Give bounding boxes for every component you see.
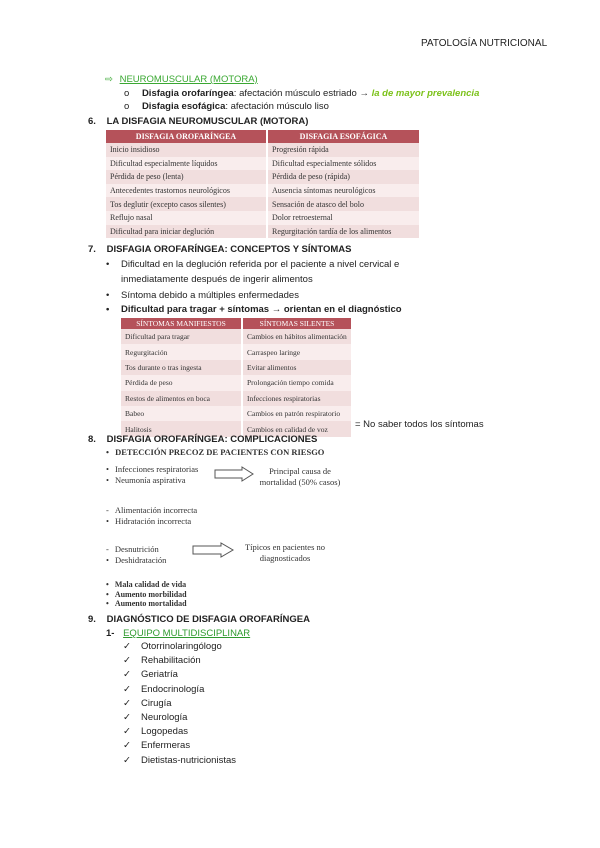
- complication-group-3: [106, 544, 166, 566]
- table-cell: Tos durante o tras ingesta: [121, 360, 242, 375]
- list-item: [123, 726, 236, 740]
- table-cell: Antecedentes trastornos neurológicos: [106, 184, 267, 198]
- section-6-heading: [88, 116, 308, 128]
- check-icon: ✓: [123, 641, 131, 652]
- table-cell: Progresión rápida: [267, 143, 420, 157]
- list-item: [123, 712, 236, 726]
- table-cell: Dificultad especialmente sólidos: [267, 157, 420, 171]
- intro-item-rest: : afectación músculo estriado: [233, 88, 357, 99]
- result-line: Típicos en pacientes no: [244, 542, 325, 552]
- check-icon: ✓: [123, 754, 131, 766]
- list-item: • Aumento morbilidad: [106, 589, 187, 599]
- bullet-item: [106, 304, 402, 316]
- table-row: [106, 157, 420, 171]
- list-item: • Aumento mortalidad: [106, 599, 187, 608]
- table-cell: Cambios en hábitos alimentación: [242, 329, 352, 344]
- symptoms-note: = No saber todos los síntomas: [355, 419, 484, 430]
- page-header: PATOLOGÍA NUTRICIONAL: [421, 38, 548, 49]
- list-item-text: Endocrinología: [140, 683, 205, 695]
- section-number: 6.: [88, 116, 96, 127]
- table-row: [106, 170, 420, 184]
- check-icon: ✓: [123, 711, 131, 723]
- list-item-text: Mala calidad de vida: [114, 580, 187, 589]
- list-item-text: Geriatría: [140, 669, 178, 681]
- section-title: DISFAGIA OROFARÍNGEA: COMPLICACIONES: [106, 434, 318, 445]
- table-cell: Cambios en calidad de voz: [242, 421, 352, 436]
- table-row: [106, 184, 420, 198]
- subsection-title: EQUIPO MULTIDISCIPLINAR: [123, 628, 251, 639]
- table-cell: Carraspeo laringe: [242, 344, 352, 359]
- section-title: DISFAGIA OROFARÍNGEA: CONCEPTOS Y SÍNTOMAS: [106, 244, 352, 255]
- sintomas-table: [121, 318, 353, 437]
- section-number: 9.: [88, 614, 96, 625]
- list-item: • Hidratación incorrecta: [106, 516, 192, 526]
- check-icon: ✓: [123, 683, 131, 695]
- table-row: [106, 197, 420, 211]
- table-row: [121, 344, 352, 359]
- list-item-text: Dietistas-nutricionistas: [140, 754, 237, 766]
- section-8-heading: [88, 434, 317, 446]
- table-cell: Inicio insidioso: [106, 143, 267, 157]
- list-item-text: Neurología: [140, 711, 188, 723]
- list-item: - Desnutrición: [106, 544, 159, 554]
- check-icon: ✓: [123, 697, 131, 709]
- subsection-heading: [106, 628, 250, 640]
- complications-heading-text: DETECCIÓN PRECOZ DE PACIENTES CON RIESGO: [115, 447, 325, 457]
- table-row: [121, 391, 352, 406]
- list-item-text: Rehabilitación: [140, 655, 201, 667]
- table-cell: Halitosis: [121, 421, 242, 436]
- intro-arrow-label: NEUROMUSCULAR (MOTORA): [119, 74, 258, 85]
- list-item-text: Infecciones respiratorias: [114, 464, 199, 474]
- check-icon: ✓: [123, 726, 131, 738]
- table-cell: Infecciones respiratorias: [242, 391, 352, 406]
- table-cell: Babeo: [121, 406, 242, 421]
- table-row: [121, 406, 352, 421]
- bullet-icon: •: [106, 290, 110, 301]
- table-cell: Reflujo nasal: [106, 211, 267, 225]
- list-item-text: Otorrinolaringólogo: [140, 641, 222, 652]
- table-cell: Pérdida de peso (rápida): [267, 170, 420, 184]
- list-item-text: Neumonía aspirativa: [114, 475, 186, 485]
- arrow-icon: →: [359, 88, 369, 99]
- complication-group-4: [106, 580, 187, 609]
- right-block-arrow-icon: [214, 466, 254, 482]
- table-header: DISFAGIA ESOFÁGICA: [267, 130, 420, 143]
- table-cell: Pérdida de peso: [121, 375, 242, 390]
- section-9-heading: [88, 614, 310, 626]
- intro-item-term: Disfagia esofágica: [141, 101, 226, 112]
- right-block-arrow-icon: [192, 542, 234, 558]
- list-item: [123, 669, 236, 683]
- bullet-continuation: inmediatamente después de ingerir alimentos: [121, 274, 313, 285]
- bullet-text: Dificultad en la deglución referida por el paciente a nivel cervical e: [121, 259, 400, 270]
- table-cell: Sensación de atasco del bolo: [267, 197, 420, 211]
- table-row: [106, 211, 420, 225]
- check-icon: ✓: [123, 669, 131, 681]
- section-number: 7.: [88, 244, 96, 255]
- table-row: [121, 329, 352, 344]
- list-item-text: Aumento mortalidad: [114, 599, 187, 608]
- circle-bullet-icon: o: [124, 88, 130, 99]
- list-item: • Neumonía aspirativa: [106, 475, 186, 485]
- section-title: DIAGNÓSTICO DE DISFAGIA OROFARÍNGEA: [106, 614, 310, 625]
- list-item-text: Alimentación incorrecta: [114, 505, 198, 515]
- intro-item-1: [124, 88, 479, 100]
- table-header: SÍNTOMAS MANIFIESTOS: [121, 318, 242, 329]
- list-item-text: Desnutrición: [114, 544, 159, 554]
- table-cell: Prolongación tiempo comida: [242, 375, 352, 390]
- check-icon: ✓: [123, 740, 131, 752]
- team-list: [123, 641, 236, 769]
- bullet-icon: •: [106, 259, 110, 270]
- table-cell: Pérdida de peso (lenta): [106, 170, 267, 184]
- table-row: [121, 360, 352, 375]
- section-title: LA DISFAGIA NEUROMUSCULAR (MOTORA): [106, 116, 309, 127]
- table-cell: Tos deglutir (excepto casos silentes): [106, 197, 267, 211]
- table-header: SÍNTOMAS SILENTES: [242, 318, 352, 329]
- list-item-text: Hidratación incorrecta: [114, 516, 192, 526]
- list-item: [123, 740, 236, 754]
- table-cell: Dificultad para tragar: [121, 329, 242, 344]
- section-7-heading: [88, 244, 352, 256]
- result-line: diagnosticados: [259, 553, 311, 563]
- bullet-text: Síntoma debido a múltiples enfermedades: [121, 290, 299, 301]
- right-arrow-icon: ⇨: [105, 74, 113, 85]
- list-item: • Infecciones respiratorias: [106, 464, 199, 474]
- orofaringea-vs-esofagica-table: [106, 130, 421, 238]
- check-icon: ✓: [123, 655, 131, 667]
- bullet-icon: •: [106, 447, 109, 457]
- complication-group-2: [106, 505, 197, 527]
- bullet-item: [106, 290, 299, 302]
- complication-group-1: [106, 464, 198, 486]
- list-item: [123, 755, 236, 769]
- table-header: DISFAGIA OROFARÍNGEA: [106, 130, 267, 143]
- complication-result-2: [240, 542, 330, 564]
- bullet-icon: •: [106, 304, 110, 315]
- list-item-text: Enfermeras: [140, 740, 191, 752]
- subsection-number: 1-: [106, 628, 115, 639]
- circle-bullet-icon: o: [124, 101, 130, 112]
- table-row: [106, 225, 420, 239]
- list-item: [123, 684, 236, 698]
- list-item-text: Deshidratación: [114, 555, 167, 565]
- result-line: mortalidad (50% casos): [259, 477, 341, 487]
- intro-highlight: la de mayor prevalencia: [371, 88, 480, 99]
- table-cell: Regurgitación tardía de los alimentos: [267, 225, 420, 239]
- bullet-item: [106, 259, 400, 271]
- table-row: [106, 143, 420, 157]
- section-number: 8.: [88, 434, 96, 445]
- table-cell: Dificultad especialmente líquidos: [106, 157, 267, 171]
- table-cell: Dificultad para iniciar deglución: [106, 225, 267, 239]
- intro-item-2: [124, 101, 329, 113]
- result-line: Principal causa de: [269, 466, 331, 476]
- intro-arrow-line: [105, 74, 258, 86]
- list-item: - Alimentación incorrecta: [106, 505, 198, 515]
- list-item-text: Logopedas: [140, 726, 188, 738]
- complications-heading: [106, 447, 324, 457]
- list-item-text: Aumento morbilidad: [114, 589, 187, 599]
- complication-result-1: [258, 466, 342, 488]
- table-cell: Cambios en patrón respiratorio: [242, 406, 352, 421]
- list-item: [123, 698, 236, 712]
- table-row: [121, 375, 352, 390]
- table-cell: Dolor retroesternal: [267, 211, 420, 225]
- table-cell: Ausencia síntomas neurológicos: [267, 184, 420, 198]
- list-item: [123, 655, 236, 669]
- table-cell: Regurgitación: [121, 344, 242, 359]
- intro-item-term: Disfagia orofaríngea: [141, 88, 234, 99]
- list-item-text: Cirugía: [140, 697, 172, 709]
- list-item: • Mala calidad de vida: [106, 580, 187, 589]
- table-cell: Evitar alimentos: [242, 360, 352, 375]
- table-cell: Restos de alimentos en boca: [121, 391, 242, 406]
- intro-item-rest: : afectación músculo liso: [225, 101, 329, 112]
- list-item: • Deshidratación: [106, 555, 167, 565]
- list-item: [123, 641, 236, 655]
- bullet-text: Dificultad para tragar + síntomas → orientan en el diagnóstico: [121, 304, 402, 315]
